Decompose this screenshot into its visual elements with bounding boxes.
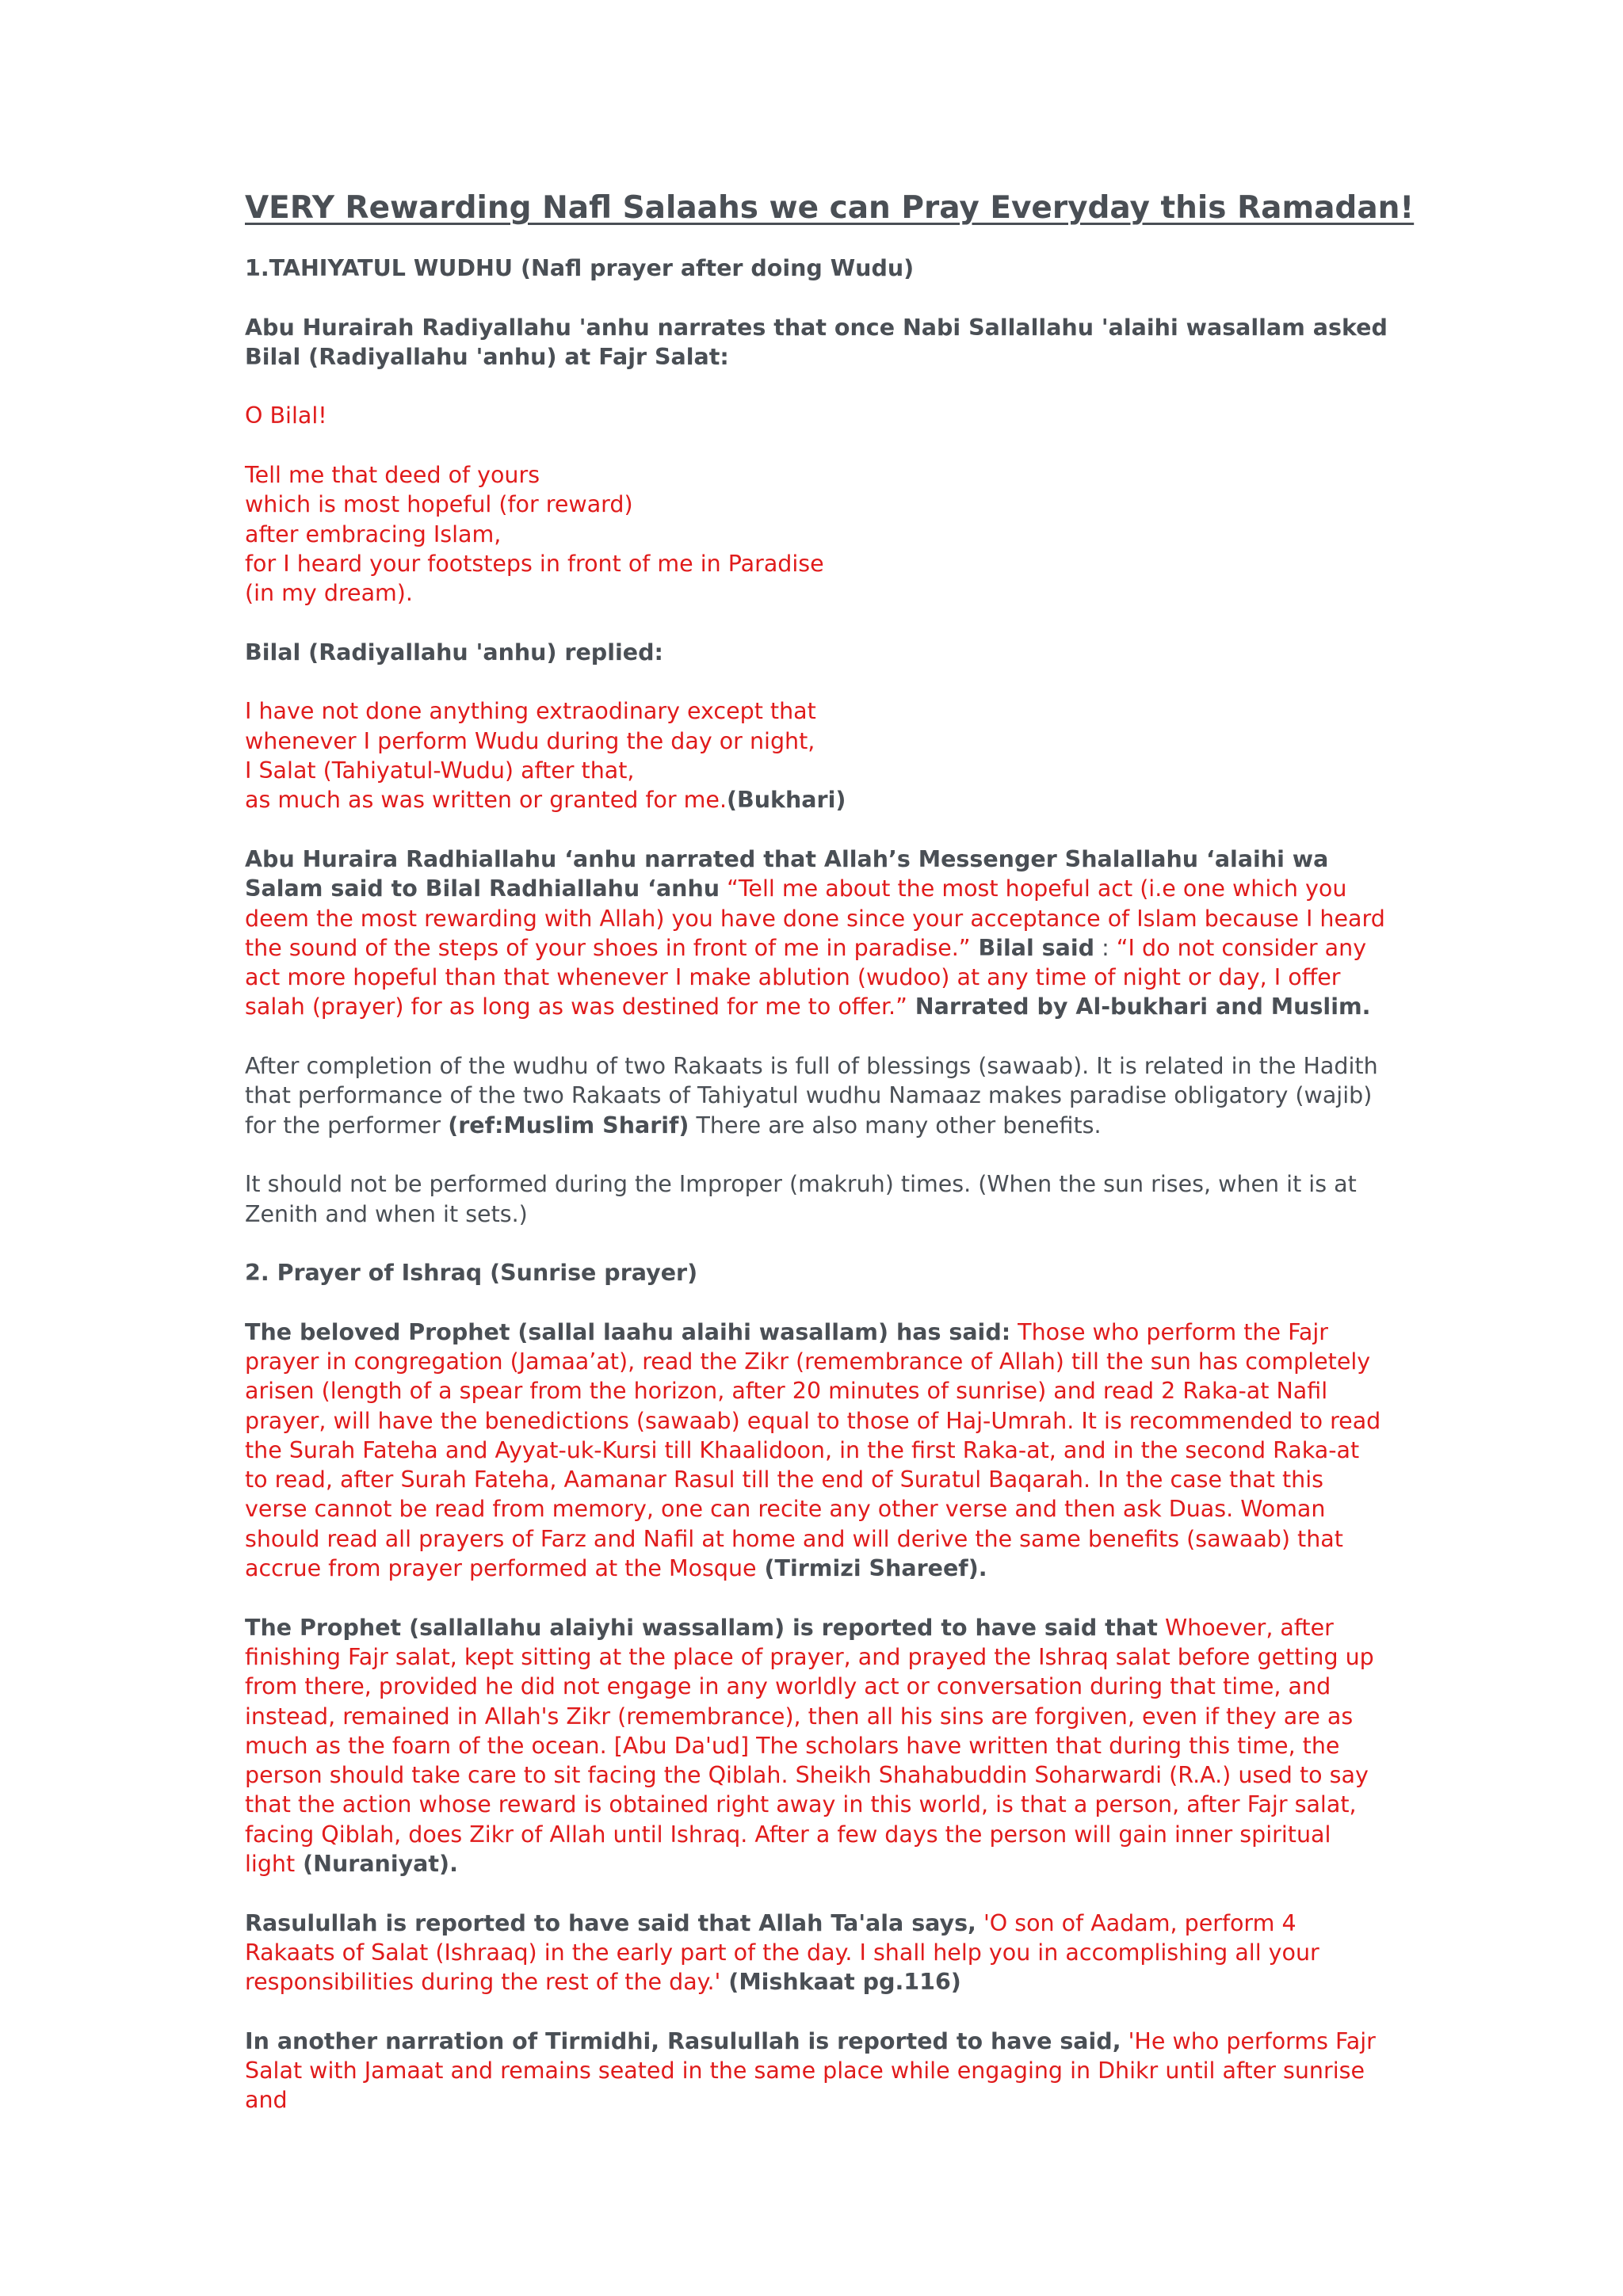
s2-p1-reference: (Tirmizi Shareef).	[756, 1555, 987, 1582]
section-1-paragraph-3	[245, 1051, 1386, 1140]
s2-p4-intro: In another narration of Tirmidhi, Rasulullah is reported to have said,	[245, 2027, 1121, 2054]
section-1-heading	[245, 254, 1386, 283]
answer-line-2: whenever I perform Wudu during the day or night,	[245, 727, 815, 754]
section-1-heading-text: 1.TAHIYATUL WUDHU (Nafl prayer after doing Wudu)	[245, 255, 915, 281]
document-title: VERY Rewarding Nafl Salaahs we can Pray Everyday this Ramadan!	[245, 190, 1415, 226]
intro-line-2: Bilal (Radiyallahu 'anhu) at Fajr Salat:	[245, 343, 729, 370]
s2-p1-intro: The beloved Prophet (sallal laahu alaihi wasallam) has said:	[245, 1318, 1011, 1345]
question-line-1: Tell me that deed of yours	[245, 462, 540, 489]
section-2-heading	[245, 1258, 1386, 1287]
o-bilal-line	[245, 401, 1386, 430]
question-line-3: after embracing Islam,	[245, 521, 502, 547]
p2-reference: Narrated by Al-bukhari and Muslim.	[907, 994, 1371, 1020]
o-bilal-text: O Bilal!	[245, 402, 327, 429]
section-2-heading-text: 2. Prayer of Ishraq (Sunrise prayer)	[245, 1260, 698, 1287]
answer-line-3: I Salat (Tahiyatul-Wudu) after that,	[245, 757, 635, 784]
intro-line-1: Abu Hurairah Radiyallahu 'anhu narrates that once Nabi Sallallahu 'alaihi wasallam asked	[245, 314, 1388, 341]
question-line-2: which is most hopeful (for reward)	[245, 491, 633, 518]
section-2-paragraph-2	[245, 1613, 1386, 1879]
section-2-paragraph-1	[245, 1318, 1386, 1584]
bilal-replied	[245, 638, 1386, 667]
s2-p1-quote: Those who perform the Fajr prayer in congregation (Jamaa’at), read the Zikr (remembrance of Allah) till the sun has completely arisen (length of a spear from the horizon, after 20 minutes of sunrise) and read 2 Raka-at Nafil prayer, will have the benedictions (sawaab) equal to those of Haj-Umrah. It is recommended to read the Surah Fateha and Ayyat-uk-Kursi till Khaalidoon, in the first Raka-at, and in the second Raka-at to read, after Surah Fateha, Aamanar Rasul till the end of Suratul Baqarah. In the case that this verse cannot be read from memory, one can recite any other verse and then ask Duas. Woman should read all prayers of Farz and Nafil at home and will derive the same benefits (sawaab) that accrue from prayer performed at the Mosque	[245, 1318, 1381, 1582]
question-line-5: (in my dream).	[245, 580, 413, 607]
p2-quote-1: “Tell me about the most hopeful act (i.e one which you deem the most rewarding with Allah) you have done since your acceptance of Islam because I heard the sound of the steps of your shoes in front of me in paradise.”	[245, 875, 1385, 961]
question-verse	[245, 460, 1386, 608]
section-1-paragraph-2	[245, 845, 1386, 1022]
answer-verse	[245, 696, 1386, 814]
p2-quote-2: “I do not consider any act more hopeful than that whenever I make ablution (wudoo) at any time of night or day, I offer salah (prayer) for as long as was destined for me to offer.”	[245, 934, 1367, 1020]
s2-p4-quote: 'He who performs Fajr Salat with Jamaat and remains seated in the same place while engaging in Dhikr until after sunrise and	[245, 2027, 1376, 2114]
answer-line-1: I have not done anything extraodinary except that	[245, 698, 816, 725]
s2-p3-reference: (Mishkaat pg.116)	[720, 1969, 961, 1996]
p3-reference: (ref:Muslim Sharif)	[448, 1112, 689, 1138]
p4-text: It should not be performed during the Improper (makruh) times. (When the sun rises, when it is at Zenith and when it sets.)	[245, 1171, 1357, 1227]
section-2-paragraph-4	[245, 2027, 1386, 2115]
p2-colon: :	[1094, 934, 1117, 961]
section-1-intro	[245, 313, 1386, 372]
document-page	[245, 189, 1415, 2145]
bilal-replied-text: Bilal (Radiyallahu 'anhu) replied:	[245, 639, 663, 666]
section-1-paragraph-4	[245, 1169, 1386, 1229]
answer-line-4: as much as was written or granted for me.	[245, 787, 727, 814]
p3-text-2: There are also many other benefits.	[689, 1112, 1102, 1138]
question-line-4: for I heard your footsteps in front of me in Paradise	[245, 550, 824, 577]
answer-reference: (Bukhari)	[727, 787, 846, 814]
p2-bilal-said: Bilal said	[970, 934, 1095, 961]
section-2-paragraph-3	[245, 1909, 1386, 1997]
s2-p2-intro: The Prophet (sallallahu alaiyhi wassallam) is reported to have said that	[245, 1614, 1158, 1641]
s2-p2-reference: (Nuraniyat).	[295, 1851, 458, 1878]
p3-text-1: After completion of the wudhu of two Rakaats is full of blessings (sawaab). It is related in the Hadith that performance of the two Rakaats of Tahiyatul wudhu Namaaz makes paradise obligatory (wajib) for the performer	[245, 1053, 1378, 1138]
s2-p3-quote: 'O son of Aadam, perform 4 Rakaats of Salat (Ishraaq) in the early part of the day. I shall help you in accomplishing all your responsibilities during the rest of the day.'	[245, 1909, 1319, 1996]
s2-p2-quote: Whoever, after finishing Fajr salat, kept sitting at the place of prayer, and prayed the Ishraq salat before getting up from there, provided he did not engage in any worldly act or conversation during that time, and instead, remained in Allah's Zikr (remembrance), then all his sins are forgiven, even if they are as much as the foarn of the ocean. [Abu Da'ud] The scholars have written that during this time, the person should take care to sit facing the Qiblah. Sheikh Shahabuddin Soharwardi (R.A.) used to say that the action whose reward is obtained right away in this world, is that a person, after Fajr salat, facing Qiblah, does Zikr of Allah until Ishraq. After a few days the person will gain inner spiritual light	[245, 1614, 1374, 1878]
s2-p3-intro: Rasulullah is reported to have said that Allah Ta'ala says,	[245, 1909, 976, 1936]
p2-narration-intro: Abu Huraira Radhiallahu ‘anhu narrated that Allah’s Messenger Shalallahu ‘alaihi wa Salam said to Bilal Radhiallahu ‘anhu	[245, 845, 1329, 902]
